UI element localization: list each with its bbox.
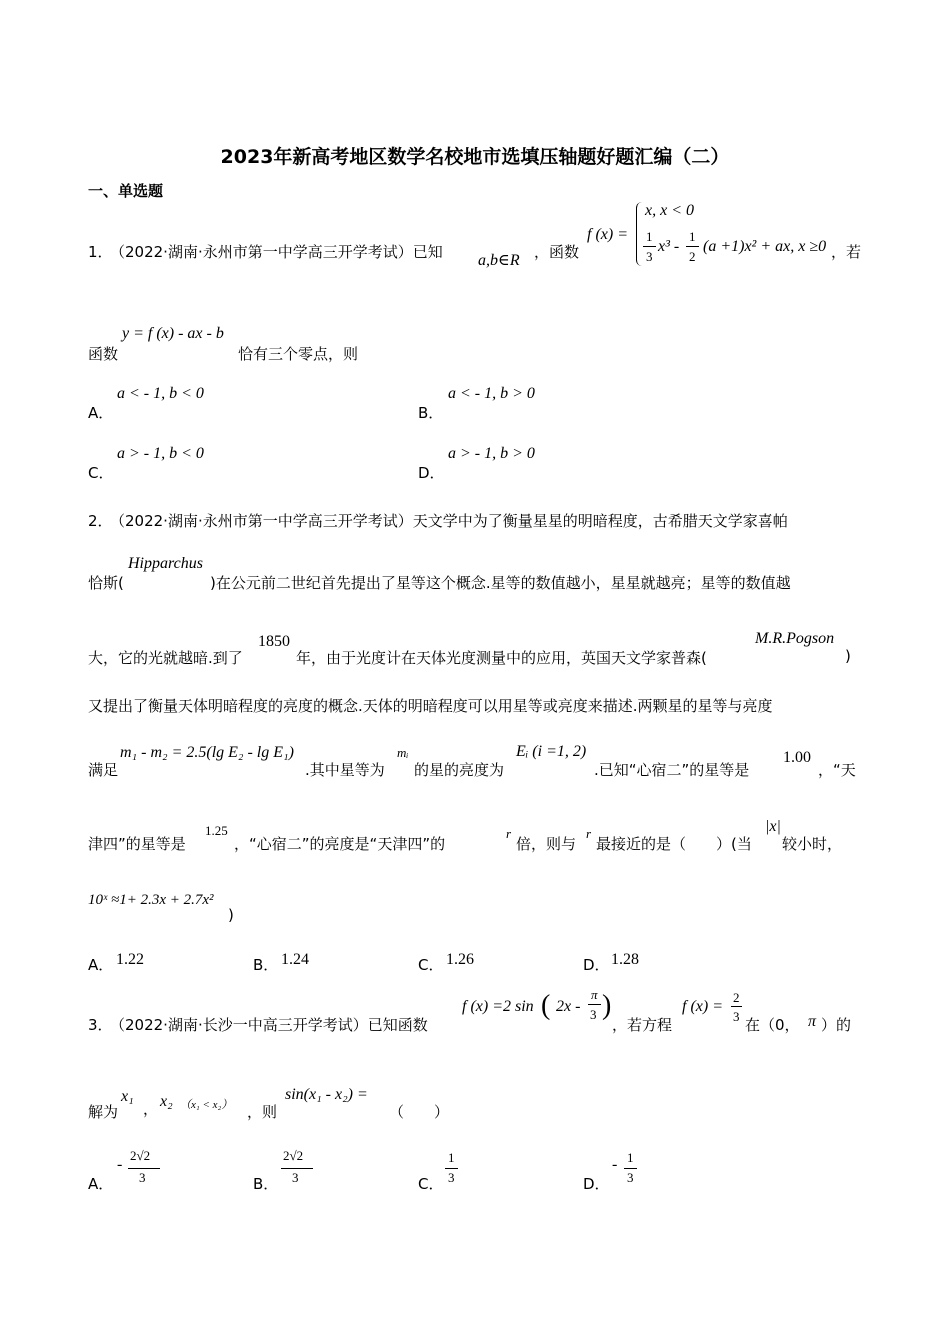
question-text: 函数 — [88, 345, 119, 363]
abs-x: |x| — [765, 818, 781, 835]
fraction-bar — [281, 1168, 313, 1169]
question-text: .已知“心宿二”的星等是 — [594, 761, 750, 779]
ratio-var: r — [586, 826, 592, 841]
option-a-denominator: 3 — [139, 1170, 146, 1185]
approx-formula: 10ˣ ≈1+ 2.3x + 2.7x² — [88, 892, 214, 908]
piecewise-case-2b: (a +1)x² + ax, x ≥0 — [703, 238, 827, 255]
option-b-denominator: 3 — [292, 1170, 299, 1185]
option-a-value: 1.22 — [116, 951, 144, 968]
option-label: A． — [88, 404, 114, 422]
question-text: ，函数 — [534, 243, 580, 261]
option-d-numerator: 1 — [627, 1150, 634, 1165]
option-d-denominator: 3 — [627, 1170, 634, 1185]
equation-lhs: f (x) = — [682, 998, 723, 1015]
option-label: B． — [253, 956, 279, 974]
question-text: 满足 — [88, 761, 119, 779]
question-text: （ ） — [389, 1103, 450, 1121]
magnitude-var: mᵢ — [397, 745, 409, 760]
question-text: .其中星等为 — [305, 761, 385, 779]
root-condition: （x₁ < x₂） — [180, 1099, 233, 1111]
question-text: 倍，则与 — [516, 835, 577, 853]
sin-expr: sin(x₁ - x₂) = — [285, 1086, 368, 1103]
option-label: C． — [88, 464, 114, 482]
option-b-expr: a < - 1, b > 0 — [448, 385, 535, 402]
fraction-denominator: 3 — [590, 1007, 597, 1022]
option-b-value: 1.24 — [281, 951, 309, 968]
question-source: （2022·湖南·长沙一中高三开学考试）已知函数 — [110, 1016, 428, 1034]
fraction-bar — [624, 1168, 637, 1169]
root-x2: x₂ — [160, 1093, 173, 1110]
question-text: ，“心宿二”的亮度是“天津四”的 — [234, 835, 446, 853]
question-text: 较小时， — [782, 835, 843, 853]
name-pogson: M.R.Pogson — [755, 630, 835, 647]
piecewise-case-2a: x³ - — [658, 238, 680, 255]
question-number: 2． — [88, 512, 113, 530]
fraction-bar — [445, 1168, 458, 1169]
pi-symbol: π — [808, 1013, 817, 1030]
paren-left: ( — [541, 990, 551, 1021]
question-text: 解为 — [88, 1103, 119, 1121]
question-text: 大，它的光就越暗.到了 — [88, 649, 243, 667]
fraction-denominator: 3 — [646, 249, 653, 264]
question-number: 3． — [88, 1016, 113, 1034]
question-text: 又提出了衡量天体明暗程度的亮度的概念.天体的明暗程度可以用星等或亮度来描述.两颗星的星等与亮度 — [88, 697, 773, 715]
question-source: （2022·湖南·永州市第一中学高三开学考试）已知 — [110, 243, 443, 261]
option-label: C． — [418, 956, 444, 974]
question-text: （2022·湖南·永州市第一中学高三开学考试）天文学中为了衡量星星的明暗程度，古希腊天文学家喜帕 — [110, 512, 788, 530]
page-title: 2023年新高考地区数学名校地市选填压轴题好题汇编（二） — [220, 146, 730, 168]
option-label: D． — [583, 956, 610, 974]
option-label: A． — [88, 1175, 114, 1193]
question-text: ) — [845, 647, 851, 665]
option-label: A． — [88, 956, 114, 974]
option-b-numerator: 2√2 — [283, 1148, 304, 1163]
question-text: 恰有三个零点，则 — [238, 345, 359, 363]
fraction-numerator: 1 — [689, 229, 696, 244]
magnitude-value: 1.00 — [783, 749, 811, 766]
option-label: D． — [583, 1175, 610, 1193]
question-text: 津四”的星等是 — [88, 835, 186, 853]
fraction-denominator: 2 — [689, 249, 696, 264]
fraction-bar — [686, 246, 699, 247]
function-expr: y = f (x) - ax - b — [122, 325, 224, 342]
question-text: ，“天 — [818, 761, 856, 779]
brightness-var: Eᵢ (i =1, 2) — [516, 743, 587, 760]
option-sign: - — [612, 1156, 618, 1173]
question-text: 年，由于光度计在天体光度测量中的应用，英国天文学家普森( — [296, 649, 707, 667]
question-text: 恰斯( — [88, 574, 124, 592]
question-text: )在公元前二世纪首先提出了星等这个概念.星等的数值越小，星星就越亮；星等的数值越 — [210, 574, 791, 592]
option-label: B． — [253, 1175, 279, 1193]
option-label: D． — [418, 464, 445, 482]
option-c-expr: a > - 1, b < 0 — [117, 445, 204, 462]
name-hipparchus: Hipparchus — [128, 555, 203, 572]
piecewise-brace — [636, 202, 643, 266]
magnitude-formula: m₁ - m₂ = 2.5(lg E₂ - lg E₁) — [120, 744, 294, 761]
question-text: ， — [143, 1100, 159, 1118]
option-c-value: 1.26 — [446, 951, 474, 968]
fraction-numerator: π — [591, 987, 598, 1002]
option-a-expr: a < - 1, b < 0 — [117, 385, 204, 402]
piecewise-case-1: x, x < 0 — [645, 202, 694, 219]
question-number: 1． — [88, 243, 113, 261]
condition-expr: a,b∈R — [478, 252, 520, 269]
question-text: 在（0， — [745, 1016, 800, 1034]
fraction-bar — [128, 1168, 160, 1169]
fraction-numerator: 2 — [733, 990, 740, 1005]
option-a-numerator: 2√2 — [130, 1148, 151, 1163]
question-text: ，若 — [831, 243, 862, 261]
question-text: ，则 — [247, 1103, 278, 1121]
section-heading: 一、单选题 — [88, 182, 164, 200]
option-label: B． — [418, 404, 444, 422]
question-text: 最接近的是（ ）(当 — [596, 835, 752, 853]
option-d-value: 1.28 — [611, 951, 639, 968]
fraction-bar — [731, 1006, 742, 1007]
paren-right: ) — [602, 990, 612, 1021]
function-lhs: f (x) = — [587, 226, 628, 243]
question-text: ）的 — [821, 1016, 852, 1034]
fraction-numerator: 1 — [646, 229, 653, 244]
question-text: ，若方程 — [612, 1016, 673, 1034]
magnitude-value: 1.25 — [205, 823, 228, 838]
fraction-bar — [588, 1004, 601, 1005]
option-label: C． — [418, 1175, 444, 1193]
year-value: 1850 — [258, 633, 290, 650]
question-text: ) — [228, 906, 234, 924]
option-c-numerator: 1 — [448, 1150, 455, 1165]
function-lhs: f (x) =2 sin — [462, 998, 534, 1015]
function-arg: 2x - — [556, 998, 581, 1015]
ratio-var: r — [506, 826, 512, 841]
question-text: 的星的亮度为 — [414, 761, 505, 779]
fraction-bar — [643, 246, 656, 247]
option-d-expr: a > - 1, b > 0 — [448, 445, 535, 462]
fraction-denominator: 3 — [733, 1009, 740, 1024]
option-c-denominator: 3 — [448, 1170, 455, 1185]
option-sign: - — [117, 1156, 123, 1173]
root-x1: x₁ — [121, 1088, 134, 1105]
